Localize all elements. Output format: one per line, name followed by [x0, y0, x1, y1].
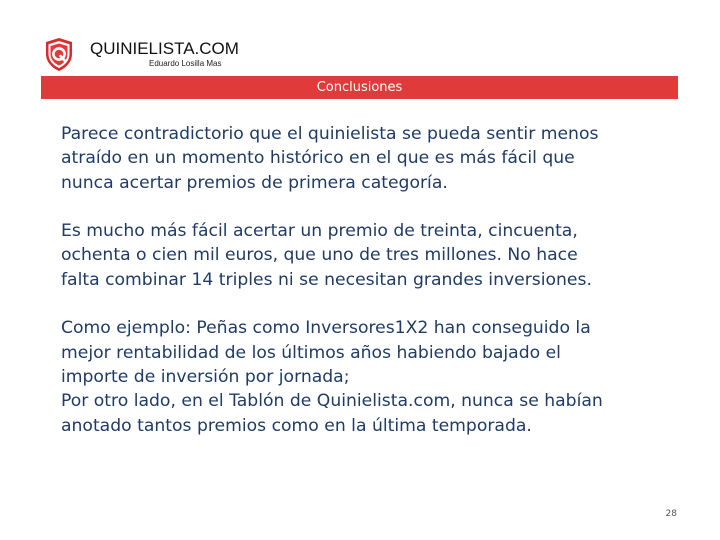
- quinielista-logo-icon: [41, 36, 77, 72]
- brand-author: Eduardo Losilla Mas: [149, 59, 222, 68]
- paragraph-3: Como ejemplo: Peñas como Inversores1X2 han conseguido la mejor rentabilidad de los últimos años habiendo bajado el importe de inversión por jornada; Por otro lado, en el Tablón de Quinielista.com, nunca se habían anotado tantos premios como en la última temporada.: [61, 318, 603, 436]
- paragraph-2: Es mucho más fácil acertar un premio de treinta, cincuenta, ochenta o cien mil euros, que uno de tres millones. No hace falta combinar 14 triples ni se necesitan grandes inversiones.: [61, 221, 592, 290]
- page-number: 28: [665, 509, 677, 519]
- section-title-bar: [41, 76, 678, 99]
- brand-name: QUINIELISTA.COM: [90, 39, 239, 58]
- section-title: Conclusiones: [316, 80, 403, 95]
- slide-body: [61, 122, 676, 438]
- paragraph-1: Parece contradictorio que el quinielista se pueda sentir menos atraído en un momento histórico en el que es más fácil que nunca acertar premios de primera categoría.: [61, 124, 599, 193]
